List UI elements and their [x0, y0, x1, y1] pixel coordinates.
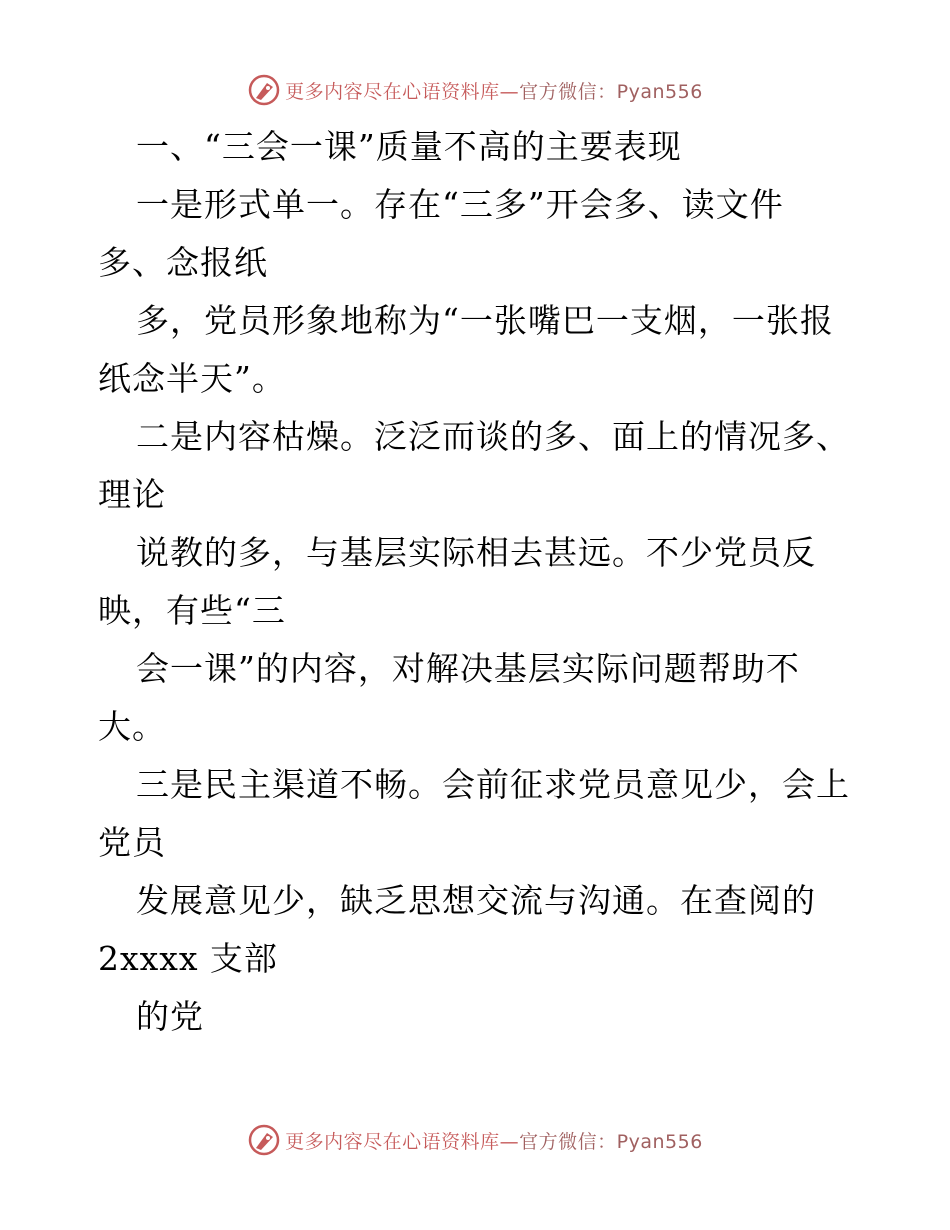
footer-watermark	[0, 1120, 950, 1160]
document-body	[98, 118, 858, 1046]
paragraph-line: 的党	[136, 997, 204, 1036]
paragraph-line: 一、“三会一课”质量不高的主要表现	[136, 127, 682, 166]
paragraph-line: 大。	[98, 707, 166, 746]
paragraph-line: 说教的多，与基层实际相去甚远。不少党员反	[136, 533, 816, 572]
paragraph-line: 理论	[98, 475, 166, 514]
paragraph-line: 二是内容枯燥。泛泛而谈的多、面上的情况多、	[136, 417, 850, 456]
banner-separator: —	[499, 80, 520, 103]
header-watermark	[0, 70, 950, 110]
banner-wechat: 官方微信：Pyan556	[519, 1130, 703, 1153]
paragraph-line: 党员	[98, 823, 166, 862]
banner-wechat: 官方微信：Pyan556	[519, 80, 703, 103]
paragraph-line: 多，党员形象地称为“一张嘴巴一支烟，一张报	[136, 301, 834, 340]
paragraph-line: 2xxxx 支部	[98, 939, 278, 978]
paragraph-line: 三是民主渠道不畅。会前征求党员意见少，会上	[136, 765, 850, 804]
paragraph-line: 一是形式单一。存在“三多”开会多、读文件	[136, 185, 784, 224]
paragraph-line: 发展意见少，缺乏思想交流与沟通。在查阅的	[136, 881, 816, 920]
banner-title: 更多内容尽在心语资料库	[285, 1130, 500, 1153]
banner-separator: —	[499, 1130, 520, 1153]
pen-nib-logo-icon	[247, 73, 281, 107]
banner-title: 更多内容尽在心语资料库	[285, 80, 500, 103]
pen-nib-logo-icon	[247, 1123, 281, 1157]
paragraph-line: 会一课”的内容，对解决基层实际问题帮助不	[136, 649, 800, 688]
paragraph-line: 多、念报纸	[98, 243, 268, 282]
paragraph-line: 纸念半天”。	[98, 359, 286, 398]
paragraph-line: 映，有些“三	[98, 591, 286, 630]
